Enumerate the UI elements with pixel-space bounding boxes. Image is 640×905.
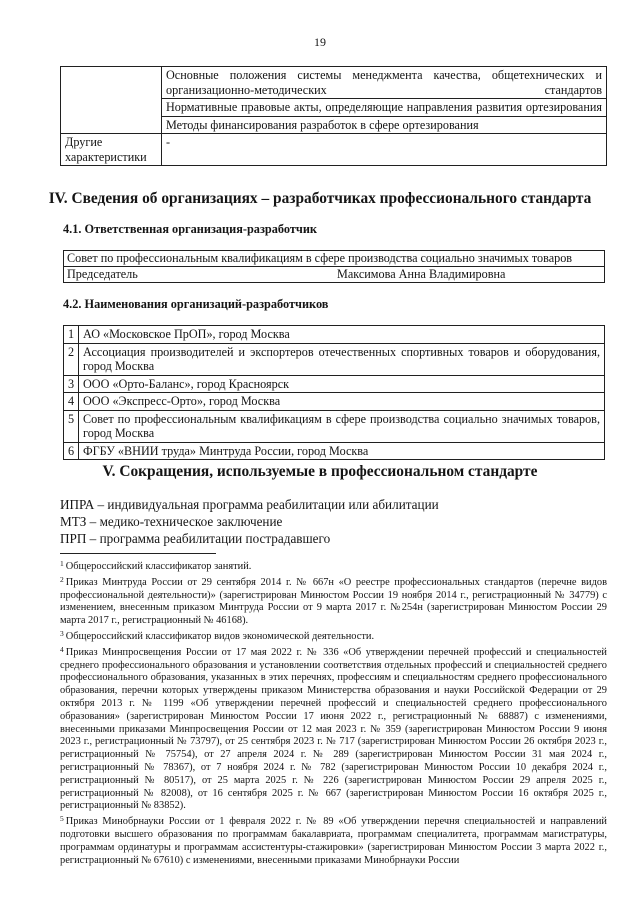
footnote-marker: 2	[60, 574, 64, 584]
footnote-5	[60, 813, 607, 867]
table-row	[64, 326, 605, 344]
developer-name: ООО «Экспресс-Орто», город Москва	[79, 393, 605, 411]
footnote-marker: 1	[60, 559, 64, 568]
developer-number: 6	[64, 442, 79, 460]
developer-number: 2	[64, 343, 79, 375]
table-row: Методы финансирования разработок в сфере ортезирования	[162, 116, 607, 134]
footnote-marker: 3	[60, 628, 64, 638]
abbreviation-item: ИПРА – индивидуальная программа реабилитации или абилитации	[60, 497, 439, 512]
developers-table	[63, 325, 605, 460]
developer-name: Ассоциация производителей и экспортеров отечественных спортивных товаров и оборудования, город Москва	[79, 343, 605, 375]
table-row: Основные положения системы менеджмента качества, общетехнических и организационно-методических стандартов	[162, 67, 607, 99]
section-5-title: V. Сокращения, используемые в профессиональном стандарте	[102, 463, 538, 480]
footnote-3	[60, 628, 607, 644]
chair-name: Максимова Анна Владимировна	[334, 267, 605, 283]
responsible-org-table	[63, 250, 605, 283]
empty-label-cell	[61, 67, 162, 134]
footnote-text: Приказ Минобрнауки России от 1 февраля 2022 г. № 89 «Об утверждении перечня специальностей и направлений подготовки высшего образования по программам бакалавриата, программам специалитета, программам магистратуры, программам ординатуры и программам ассистентуры-стажировки» (зарегистрирован Минюстом России 3 марта 2022 г., регистрационный № 67610) с изменениями, внесенными приказами Минобрнауки России	[60, 816, 607, 866]
footnote-marker: 4	[60, 644, 64, 654]
footnote-text: Общероссийский классификатор занятий.	[65, 561, 252, 572]
subsection-4-2-title: 4.2. Наименования организаций-разработчиков	[63, 297, 329, 311]
developer-number: 3	[64, 375, 79, 393]
table-row	[64, 375, 605, 393]
table-row	[64, 343, 605, 375]
table-row	[64, 410, 605, 442]
footnote-4	[60, 644, 607, 813]
footnote-text: Приказ Минтруда России от 29 сентября 2014 г. № 667н «О реестре профессиональных стандартов (перечне видов профессиональной деятельности)» (зарегистрирован Минюстом России 19 ноября 2014 г., регистрационный № 34779) с изменением, внесенным приказом Минтруда России от 9 марта 2017 г. №254н (зарегистрирован Минюстом России 29 марта 2017 г., регистрационный № 46168).	[60, 576, 607, 627]
chair-label: Председатель	[64, 267, 335, 283]
abbreviation-item: МТЗ – медико-техническое заключение	[60, 514, 283, 529]
footnotes	[60, 558, 607, 867]
developer-name: АО «Московское ПрОП», город Москва	[79, 326, 605, 344]
developer-number: 4	[64, 393, 79, 411]
abbreviation-item: ПРП – программа реабилитации пострадавшего	[60, 531, 331, 546]
footnote-text: Приказ Минпросвещения России от 17 мая 2022 г. № 336 «Об утверждении перечней профессий и специальностей среднего профессионального образования и установлении соответствия отдельных профессий и специальностей среднего профессионального образования, указанных в этих перечнях, профессиям и специальностям среднего профессионального образования, перечни которых утверждены приказом Министерства образования и науки Российской Федерации от 29 октября 2013 г. № 1199 «Об утверждении перечней профессий и специальностей среднего профессионального образования» (зарегистрирован Минюстом России 17 июня 2022 г., регистрационный № 68887) с изменениями, внесенными приказами Минпросвещения России от 12 мая 2023 г. № 359 (зарегистрирован Минюстом России 9 июня 2023 г., регистрационный № 73797), от 25 сентября 2023 г. № 717 (зарегистрирован Минюстом России 26 октября 2023 г., регистрационный № 75754), от 27 апреля 2024 г. № 289 (зарегистрирован Минюстом России 31 мая 2024 г., регистрационный № 78367), от 7 ноября 2024 г. № 782 (зарегистрирован Минюстом России 10 декабря 2024 г., регистрационный № 80517), от 25 марта 2025 г. № 226 (зарегистрирован Минюстом России 29 апреля 2025 г., регистрационный № 82008), от 16 сентября 2025 г. № 667 (зарегистрирован Минюстом России 16 октября 2025 г., регистрационный № 83852).	[60, 646, 607, 812]
table-row	[64, 393, 605, 411]
table-row: Нормативные правовые акты, определяющие направления развития ортезирования	[162, 99, 607, 117]
developer-name: ФГБУ «ВНИИ труда» Минтруда России, город Москва	[79, 442, 605, 460]
page-number: 19	[314, 35, 326, 49]
other-characteristics-label: Другие характеристики	[61, 134, 162, 166]
footnote-1	[60, 558, 607, 574]
section-4-title: IV. Сведения об организациях – разработчиках профессионального стандарта	[48, 190, 592, 207]
footnote-2	[60, 574, 607, 628]
table-row	[64, 442, 605, 460]
developer-name: Совет по профессиональным квалификациям в сфере производства социально значимых товаров, город Москва	[79, 410, 605, 442]
responsible-org-name: Совет по профессиональным квалификациям в сфере производства социально значимых товаров	[64, 251, 605, 267]
footnote-marker: 5	[60, 814, 64, 824]
developer-number: 5	[64, 410, 79, 442]
footnote-text: Общероссийский классификатор видов экономической деятельности.	[65, 630, 375, 642]
characteristics-table	[60, 66, 607, 166]
footnote-divider	[60, 553, 216, 554]
developer-name: ООО «Орто-Баланс», город Красноярск	[79, 375, 605, 393]
developer-number: 1	[64, 326, 79, 344]
other-characteristics-value: -	[162, 134, 607, 166]
subsection-4-1-title: 4.1. Ответственная организация-разработчик	[63, 222, 317, 236]
